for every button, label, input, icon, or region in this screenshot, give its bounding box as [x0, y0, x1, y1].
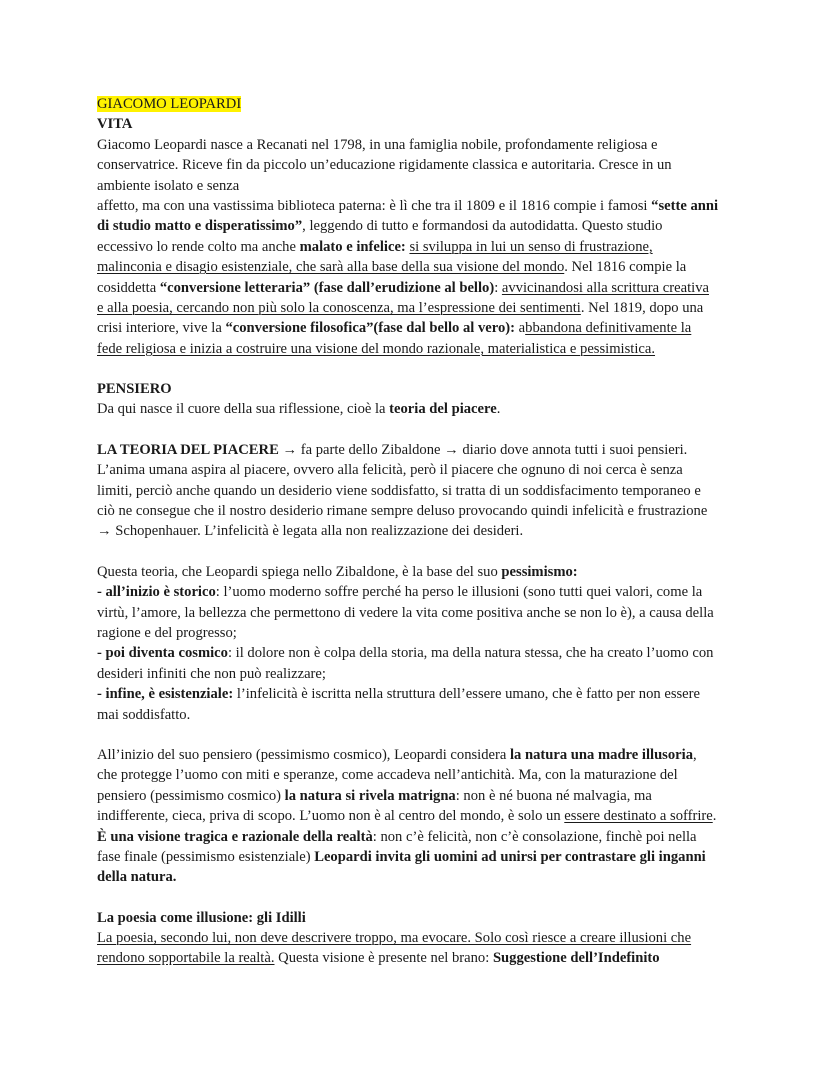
spacer [97, 888, 736, 908]
text-line: affetto, ma con una vastissima biblioteca paterna: è lì che tra il 1809 e il 1816 compie i famosi “sette anni [97, 197, 719, 214]
document-title [97, 94, 736, 114]
text-line: fede religiosa e inizia a costruire una visione del mondo razionale, materialistica e pessimistica. [97, 340, 656, 357]
text-line: Da qui nasce il cuore della sua riflessione, cioè la teoria del piacere. [97, 401, 501, 418]
text-line: ambiente isolato e senza [97, 177, 240, 194]
text-line: conservatrice. Riceve fin da piccolo un’educazione rigidamente classica e autoritaria. Cresce in un [97, 157, 672, 174]
text-line: È una visione tragica e razionale della realtà: non c’è felicità, non c’è consolazione, finchè poi nella [97, 828, 697, 845]
paragraph-vita [97, 135, 736, 359]
text-line: → Schopenhauer. L’infelicità è legata alla non realizzazione dei desideri. [97, 523, 524, 540]
paragraph-idilli [97, 928, 736, 969]
text-line: ciò ne consegue che il nostro desiderio rimane sempre deluso provocando quindi infelicità e frustrazione [97, 503, 708, 520]
section-heading-pensiero: PENSIERO [97, 381, 172, 398]
spacer [97, 359, 736, 379]
text-line: desideri infiniti che non può realizzare; [97, 665, 326, 682]
section-heading-idilli: La poesia come illusione: gli Idilli [97, 909, 306, 926]
text-line: LA TEORIA DEL PIACERE → fa parte dello Zibaldone → diario dove annota tutti i suoi pensieri. [97, 441, 688, 458]
text-line: della natura. [97, 869, 177, 886]
spacer [97, 725, 736, 745]
text-line: rendono sopportabile la realtà. Questa visione è presente nel brano: Suggestione dell’Indefinito [97, 950, 660, 967]
text-line: eccessivo lo rende colto ma anche malato e infelice: si sviluppa in lui un senso di frustrazione, [97, 238, 653, 255]
spacer [97, 542, 736, 562]
text-line: pensiero (pessimismo cosmico) la natura si rivela matrigna: non è né buona né malvagia, ma [97, 787, 652, 804]
text-line: che protegge l’uomo con miti e speranze, come accadeva nell’antichità. Ma, con la maturazione del [97, 767, 678, 784]
text-line: malinconia e disagio esistenziale, che sarà alla base della sua visione del mondo. Nel 1816 compie la [97, 259, 687, 276]
text-line: fase finale (pessimismo esistenziale) Leopardi invita gli uomini ad unirsi per contrastare gli inganni [97, 848, 706, 865]
text-line: - all’inizio è storico: l’uomo moderno soffre perché ha perso le illusioni (sono tutti quei valori, come la [97, 584, 703, 601]
text-line: di studio matto e disperatissimo”, leggendo di tutto e formandosi da autodidatta. Questo studio [97, 218, 663, 235]
text-line: - poi diventa cosmico: il dolore non è colpa della storia, ma della natura stessa, che ha creato l’uomo con [97, 645, 714, 662]
text-line: cosiddetta “conversione letteraria” (fase dall’erudizione al bello): avvicinandosi alla scrittura creativa [97, 279, 709, 296]
spacer [97, 420, 736, 440]
title-highlight: GIACOMO LEOPARDI [97, 96, 242, 112]
text-line: La poesia, secondo lui, non deve descrivere troppo, ma evocare. Solo così riesce a creare illusioni che [97, 930, 692, 947]
text-line: indifferente, cieca, priva di scopo. L’uomo non è al centro del mondo, è solo un essere destinato a soffrire. [97, 808, 717, 825]
text-line: - infine, è esistenziale: l’infelicità è iscritta nella struttura dell’essere umano, che è fatto per non essere [97, 686, 700, 703]
text-line: Giacomo Leopardi nasce a Recanati nel 1798, in una famiglia nobile, profondamente religiosa e [97, 136, 658, 153]
text-line: L’anima umana aspira al piacere, ovvero alla felicità, però il piacere che ognuno di noi cerca è senza [97, 462, 683, 479]
paragraph-pessimismo [97, 562, 736, 725]
text-line: e alla poesia, cercando non più solo la conoscenza, ma l’espressione dei sentimenti. Nel 1819, dopo una [97, 299, 704, 316]
text-line: All’inizio del suo pensiero (pessimismo cosmico), Leopardi considera la natura una madre illusoria, [97, 746, 697, 763]
text-line: mai soddisfatto. [97, 706, 191, 723]
section-heading-vita: VITA [97, 116, 133, 133]
paragraph-natura [97, 745, 736, 888]
text-line: crisi interiore, vive la “conversione filosofica”(fase dal bello al vero): abbandona definitivamente la [97, 320, 692, 337]
text-line: Questa teoria, che Leopardi spiega nello Zibaldone, è la base del suo pessimismo: [97, 563, 578, 580]
paragraph-teoria-del-piacere [97, 440, 736, 542]
text-line: virtù, l’amore, la bellezza che permettono di vedere la vita come positiva anche se non lo è), a causa della [97, 604, 714, 621]
text-line: limiti, perciò anche quando un desiderio viene soddisfatto, si tratta di un soddisfacimento temporaneo e [97, 482, 701, 499]
text-line: ragione e del progresso; [97, 624, 237, 641]
